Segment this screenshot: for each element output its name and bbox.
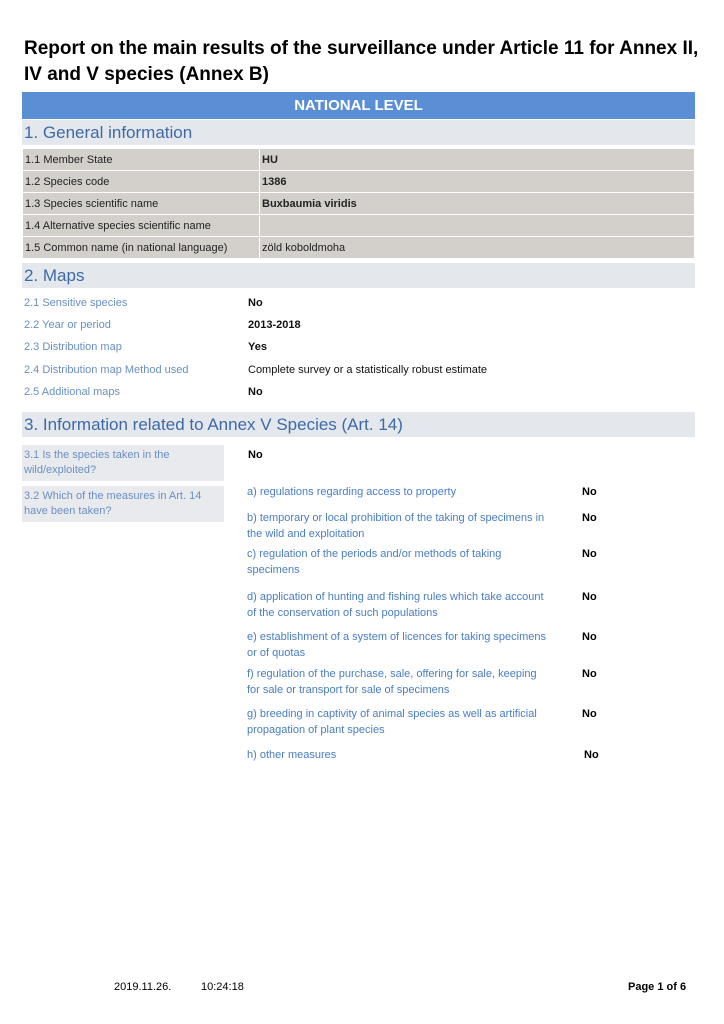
measure-h-value: No bbox=[584, 749, 599, 761]
map-row-sensitive bbox=[22, 294, 695, 314]
species-code-label: 1.2 Species code bbox=[23, 171, 260, 193]
measure-d-value: No bbox=[582, 591, 597, 603]
alternative-name-label: 1.4 Alternative species scientific name bbox=[23, 215, 260, 237]
scientific-name-value: Buxbaumia viridis bbox=[260, 193, 695, 215]
common-name-label: 1.5 Common name (in national language) bbox=[23, 237, 260, 259]
map-method-value: Complete survey or a statistically robust estimate bbox=[248, 364, 488, 376]
map-row-additional bbox=[22, 383, 695, 403]
measure-g-value: No bbox=[582, 708, 597, 720]
footer-page-number: Page 1 of 6 bbox=[628, 981, 687, 993]
measure-a-label: a) regulations regarding access to property bbox=[247, 486, 457, 498]
measure-c-value: No bbox=[582, 548, 597, 560]
table-row bbox=[23, 193, 695, 215]
table-row bbox=[23, 237, 695, 259]
section-annex-v: 3. Information related to Annex V Species (Art. 14) bbox=[22, 412, 695, 437]
measure-h-label: h) other measures bbox=[247, 749, 337, 761]
measure-g-label: g) breeding in captivity of animal species as well as artificial propagation of plant species bbox=[247, 708, 537, 736]
additional-maps-value: No bbox=[248, 386, 263, 398]
measures-question: 3.2 Which of the measures in Art. 14 have been taken? bbox=[22, 486, 224, 522]
year-period-label: 2.2 Year or period bbox=[24, 319, 111, 331]
measure-a-value: No bbox=[582, 486, 597, 498]
member-state-value: HU bbox=[260, 149, 695, 171]
species-code-value: 1386 bbox=[260, 171, 695, 193]
map-row-year bbox=[22, 316, 695, 336]
species-taken-question: 3.1 Is the species taken in the wild/exploited? bbox=[22, 445, 224, 481]
section-general-information: 1. General information bbox=[22, 120, 695, 145]
table-row bbox=[23, 215, 695, 237]
distribution-map-value: Yes bbox=[248, 341, 267, 353]
measure-f-label: f) regulation of the purchase, sale, offering for sale, keeping for sale or transport for sale of specimens bbox=[247, 668, 537, 696]
table-row bbox=[23, 149, 695, 171]
footer-time: 10:24:18 bbox=[201, 981, 244, 993]
year-period-value: 2013-2018 bbox=[248, 319, 301, 331]
alternative-name-value bbox=[260, 215, 695, 237]
sensitive-species-value: No bbox=[248, 297, 263, 309]
map-method-label: 2.4 Distribution map Method used bbox=[24, 364, 189, 376]
table-row bbox=[23, 171, 695, 193]
measure-c-label: c) regulation of the periods and/or methods of taking specimens bbox=[247, 548, 502, 576]
measure-b-value: No bbox=[582, 512, 597, 524]
common-name-value: zöld koboldmoha bbox=[260, 237, 695, 259]
section-maps: 2. Maps bbox=[22, 263, 695, 288]
measure-f-value: No bbox=[582, 668, 597, 680]
national-level-banner: NATIONAL LEVEL bbox=[22, 92, 695, 119]
additional-maps-label: 2.5 Additional maps bbox=[24, 386, 121, 398]
map-row-method bbox=[22, 361, 695, 381]
footer-date: 2019.11.26. bbox=[114, 981, 172, 993]
distribution-map-label: 2.3 Distribution map bbox=[24, 341, 122, 353]
general-information-table bbox=[22, 148, 695, 259]
measure-d-label: d) application of hunting and fishing rules which take account of the conservation of such populations bbox=[247, 591, 544, 619]
scientific-name-label: 1.3 Species scientific name bbox=[23, 193, 260, 215]
report-title: Report on the main results of the surveillance under Article 11 for Annex II, IV and V species (Annex B) bbox=[24, 38, 699, 85]
measure-b-label: b) temporary or local prohibition of the taking of specimens in the wild and exploitation bbox=[247, 512, 545, 540]
sensitive-species-label: 2.1 Sensitive species bbox=[24, 297, 128, 309]
member-state-label: 1.1 Member State bbox=[23, 149, 260, 171]
measure-e-label: e) establishment of a system of licences for taking specimens or of quotas bbox=[247, 631, 546, 659]
map-row-distribution bbox=[22, 338, 695, 358]
species-taken-answer: No bbox=[248, 449, 263, 461]
measure-e-value: No bbox=[582, 631, 597, 643]
